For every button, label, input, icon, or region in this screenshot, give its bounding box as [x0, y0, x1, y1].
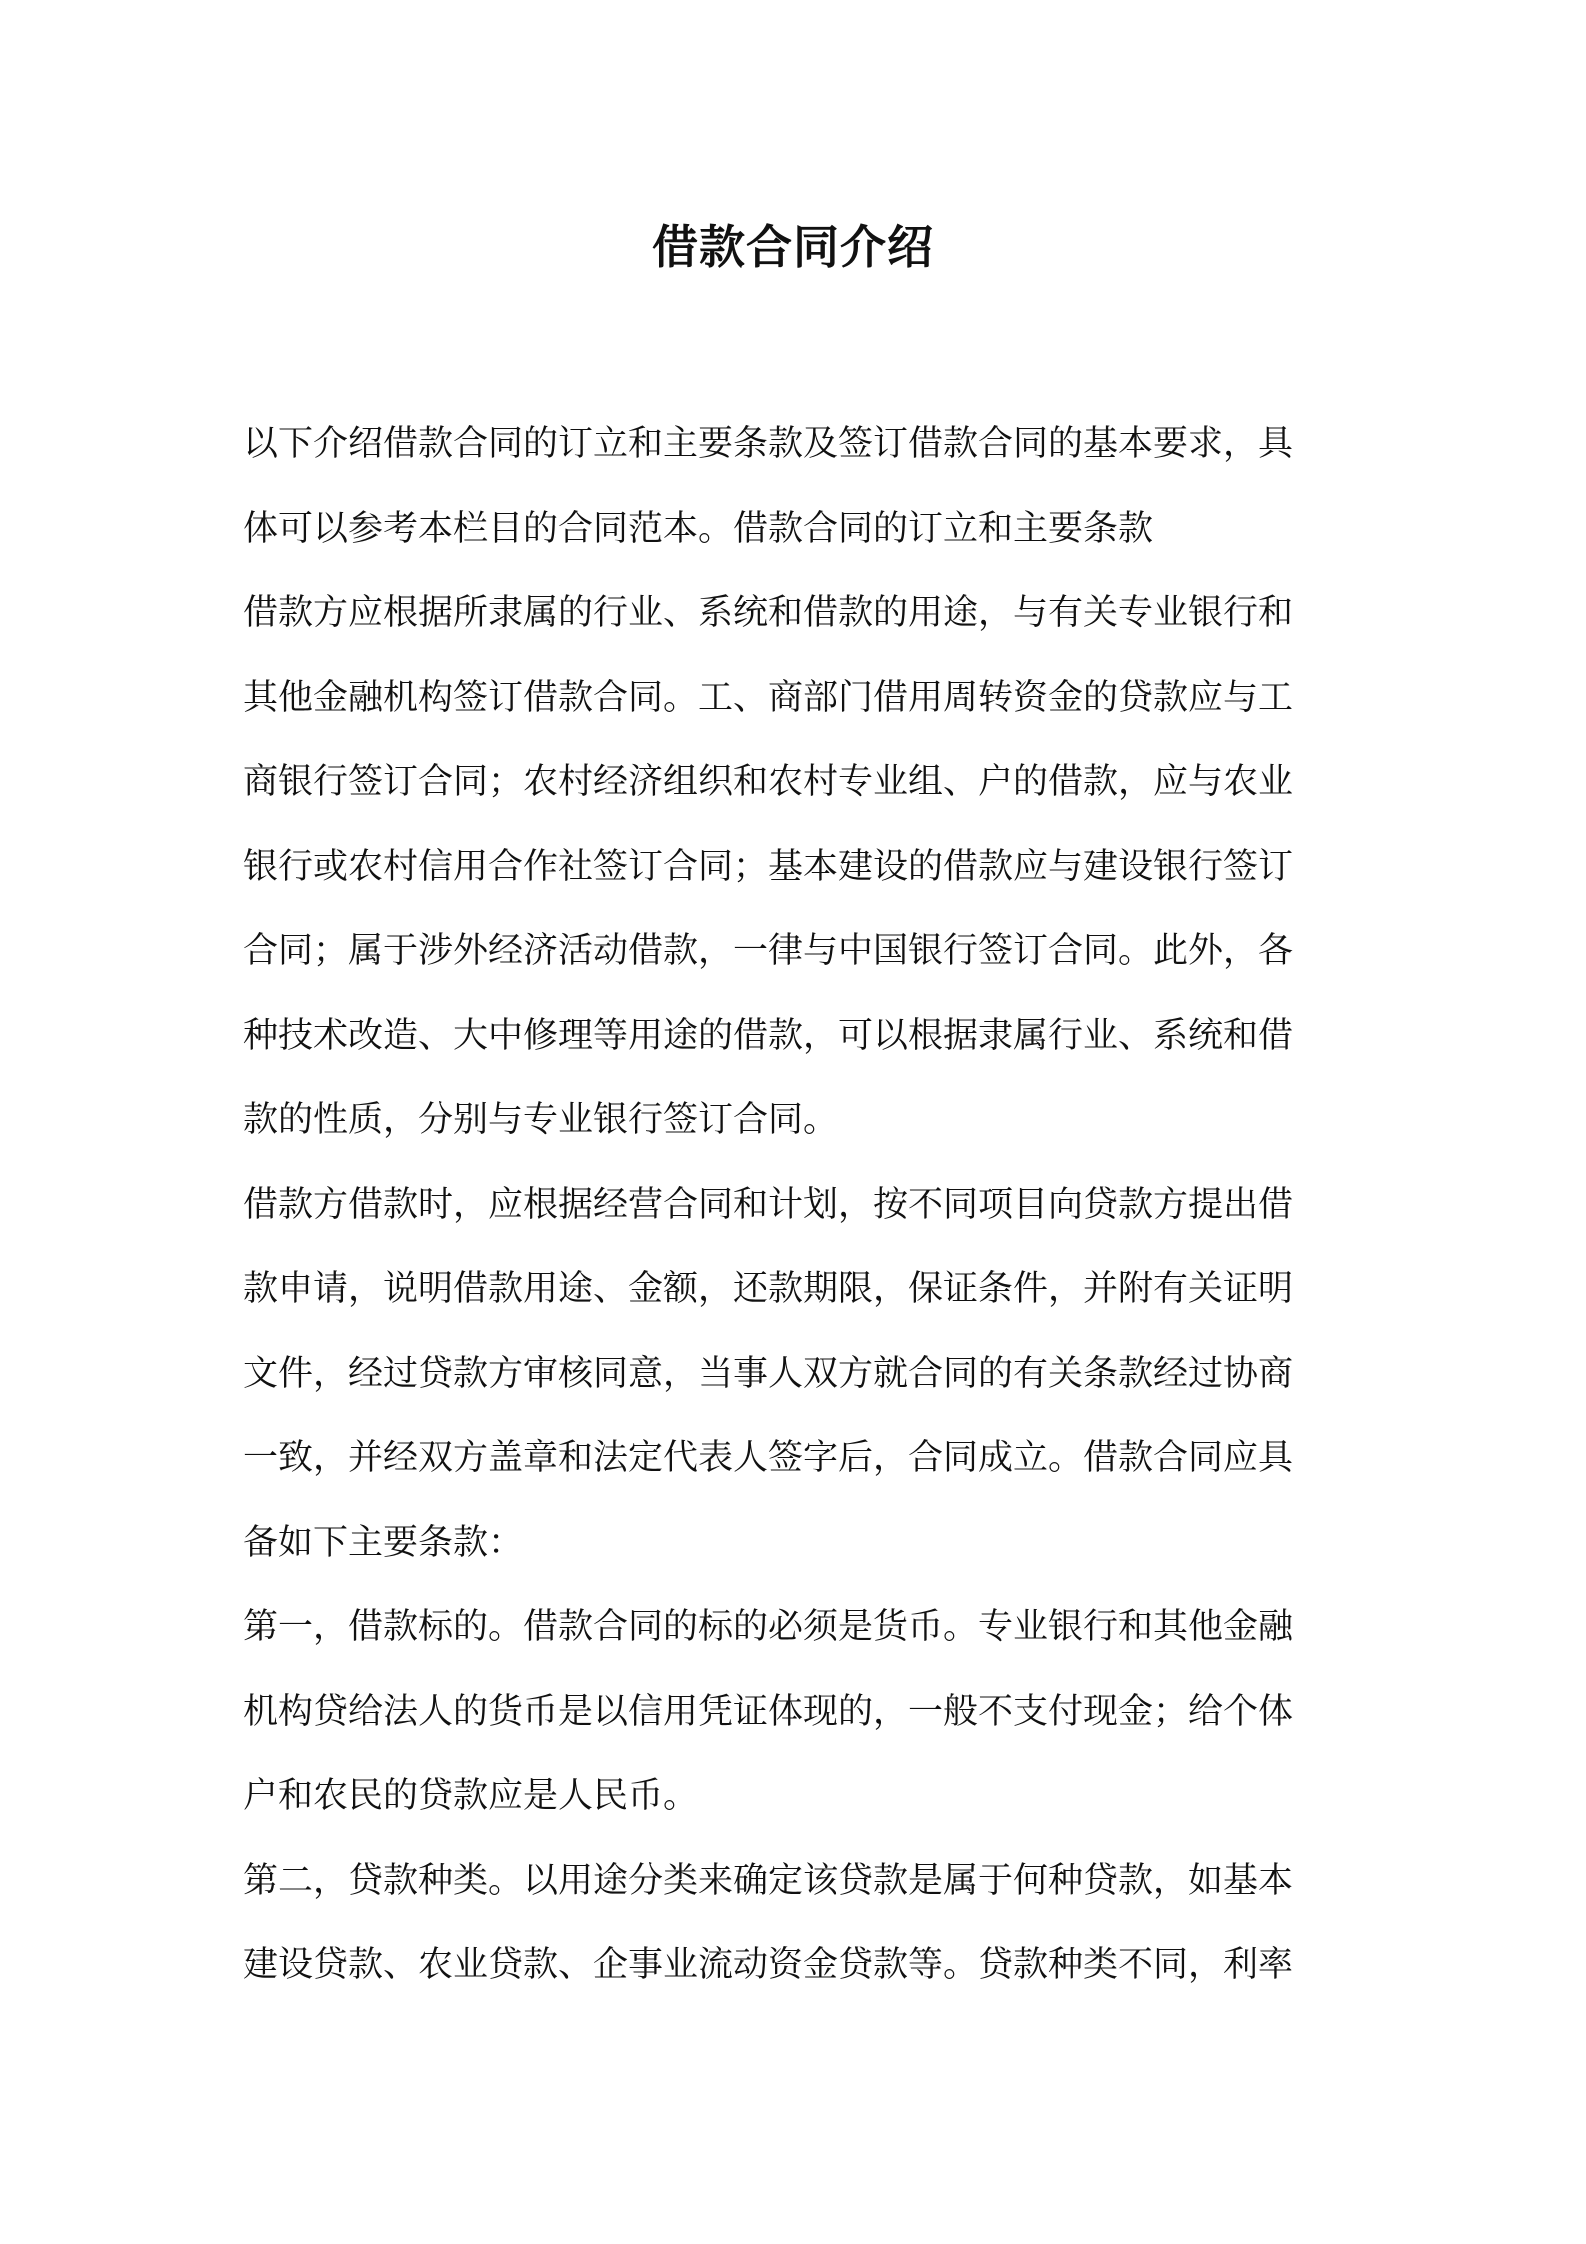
paragraph-application: [243, 1163, 1358, 1586]
text-line: 商银行签订合同；农村经济组织和农村专业组、户的借款，应与农业: [243, 762, 1294, 802]
text-line: 建设贷款、农业贷款、企事业流动资金贷款等。贷款种类不同，利率: [243, 1945, 1294, 1985]
text-line: 以下介绍借款合同的订立和主要条款及签订借款合同的基本要求，具: [243, 424, 1294, 464]
text-line: 借款方应根据所隶属的行业、系统和借款的用途，与有关专业银行和: [243, 593, 1294, 633]
text-line: 第一，借款标的。借款合同的标的必须是货币。专业银行和其他金融: [243, 1607, 1294, 1647]
paragraph-intro: [243, 402, 1358, 571]
text-line: 合同；属于涉外经济活动借款，一律与中国银行签订合同。此外，各: [243, 931, 1294, 971]
text-line: 其他金融机构签订借款合同。工、商部门借用周转资金的贷款应与工: [243, 677, 1294, 718]
text-line: 借款方借款时，应根据经营合同和计划，按不同项目向贷款方提出借: [243, 1184, 1294, 1225]
text-line: 户和农民的贷款应是人民币。: [243, 1776, 699, 1816]
paragraph-lender-selection: [243, 571, 1358, 1163]
paragraph-clause-one: [243, 1585, 1358, 1839]
text-line: 一致，并经双方盖章和法定代表人签字后，合同成立。借款合同应具: [243, 1438, 1294, 1478]
document-title: 借款合同介绍: [652, 220, 934, 274]
text-line: 机构贷给法人的货币是以信用凭证体现的，一般不支付现金；给个体: [243, 1691, 1294, 1732]
text-line: 款申请，说明借款用途、金额，还款期限，保证条件，并附有关证明: [243, 1269, 1294, 1309]
text-line: 体可以参考本栏目的合同范本。借款合同的订立和主要条款: [243, 508, 1154, 549]
text-line: 款的性质，分别与专业银行签订合同。: [243, 1100, 839, 1140]
paragraph-clause-two: [243, 1839, 1358, 2008]
text-line: 备如下主要条款：: [243, 1522, 524, 1563]
text-line: 种技术改造、大中修理等用途的借款，可以根据隶属行业、系统和借: [243, 1015, 1294, 1056]
text-line: 银行或农村信用合作社签订合同；基本建设的借款应与建设银行签订: [243, 846, 1294, 887]
text-line: 第二，贷款种类。以用途分类来确定该贷款是属于何种贷款，如基本: [243, 1860, 1294, 1901]
text-line: 文件，经过贷款方审核同意，当事人双方就合同的有关条款经过协商: [243, 1353, 1294, 1394]
document-body: [243, 402, 1358, 2008]
